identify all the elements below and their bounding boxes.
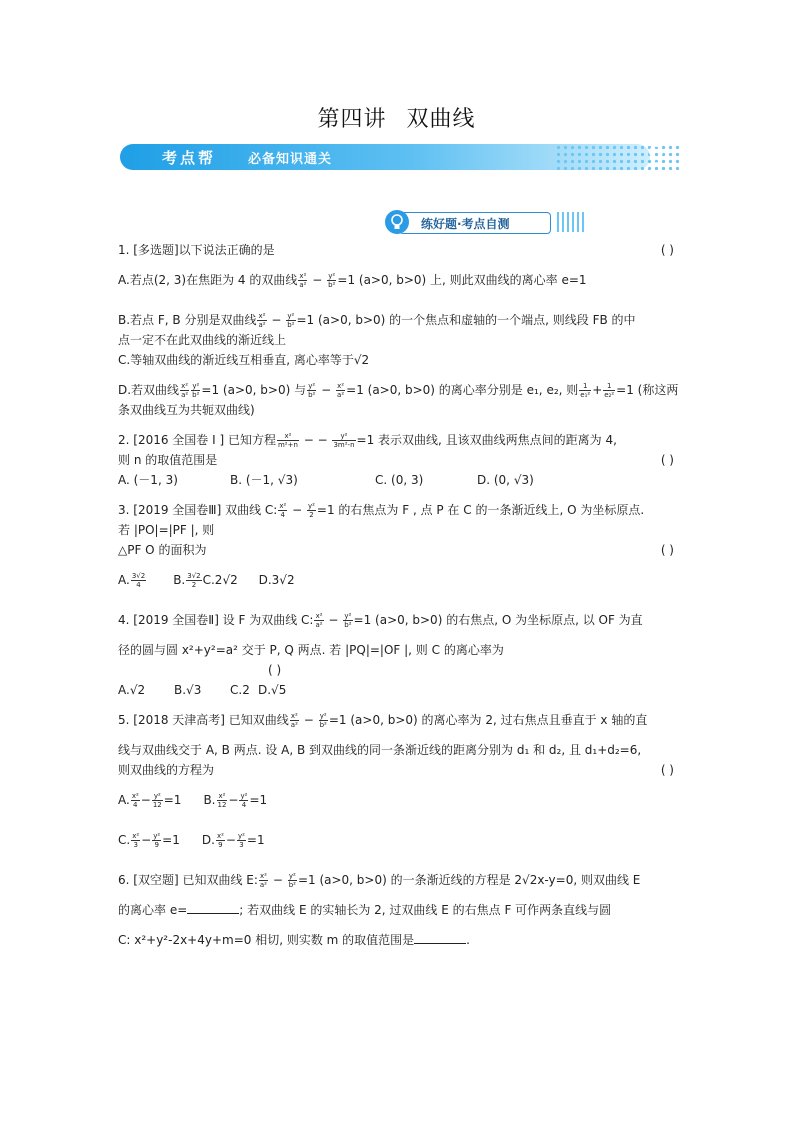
frac-den: 2 <box>191 581 197 589</box>
frac-den: 9 <box>154 841 159 849</box>
q4-option-a: A.√2 <box>118 683 146 697</box>
frac-num: y² <box>237 832 245 840</box>
q3-option-c: C.2√2 <box>202 573 238 587</box>
q2-stem-cont <box>118 450 674 470</box>
frac-num: 1 <box>579 382 591 391</box>
frac-3r2-4 <box>131 572 146 589</box>
frac-num: x² <box>290 712 298 720</box>
q2-option-d: D. (0, √3) <box>477 473 534 487</box>
q4-text1: 4. [2019 全国卷Ⅱ] 设 F 为双曲线 C: <box>118 613 314 627</box>
q3-stem <box>118 500 674 520</box>
frac-num: x² <box>259 872 267 880</box>
frac-num: y² <box>307 502 315 510</box>
frac-den: 4 <box>241 801 247 809</box>
sub-header-text: 练好题·考点自测 <box>421 217 510 231</box>
frac-num: x² <box>337 382 345 390</box>
q3-option-b: B. <box>173 573 186 587</box>
frac-y2-b2 <box>319 712 328 729</box>
q6-text5: C: x²+y²-2x+4y+m=0 相切, 则实数 m 的取值范围是 <box>118 933 415 947</box>
q3-option-d: D.3√2 <box>258 573 295 587</box>
q1-option-d: D.若双曲线 $\frac{\text{x²}}{\text{a²}}$ $\frac{\text{y²}}{\text{b²}}$ =1 (a>0, b>0) 与 $\frac{\text{y²}}{\text{b²}}$ − $\frac{\text{x²}}{\text{a²}}$ =1 (a>0, b>0) 的离心率分别是 e₁, e₂, 则 $\frac{1}{\text{e₁²}}$ + $\frac{1}{\text{e₂²}}$ =1 (称这两 <box>118 382 679 399</box>
frac-den: e₂² <box>604 391 615 399</box>
frac-den: 3 <box>239 841 244 849</box>
frac-num: x² <box>132 832 140 840</box>
minus-sign: − <box>288 503 306 517</box>
frac-den: a² <box>299 281 307 289</box>
frac-num: y² <box>153 792 161 800</box>
frac-den: b² <box>328 281 336 289</box>
q4-options <box>118 680 674 700</box>
frac-den: 9 <box>218 841 223 849</box>
frac-x2-a2 <box>290 712 299 729</box>
minus-sign: − <box>267 313 286 327</box>
q6-stem-cont2 <box>118 930 674 950</box>
frac-den: b² <box>192 391 200 399</box>
lightbulb-icon <box>648 144 664 166</box>
q6-text6: . <box>466 933 470 947</box>
q1-option-d-cont: 条双曲线互为共轭双曲线) <box>118 403 255 417</box>
sub-header <box>385 210 585 234</box>
frac-num: y² <box>287 312 295 320</box>
q4-option-b: B.√3 <box>174 683 202 697</box>
frac-y2-4 <box>239 792 248 809</box>
frac-num: y² <box>328 272 336 280</box>
banner-label-1: 考点帮 <box>162 149 217 167</box>
q3-text2: =1 的右焦点为 F , 点 P 在 C 的一条渐近线上, O 为坐标原点. <box>316 503 645 517</box>
frac-den: b² <box>287 321 295 329</box>
q6-text1: 6. [双空题] 已知双曲线 E: <box>118 873 258 887</box>
frac-num: x² <box>258 312 266 320</box>
q2-answer-paren: ( ) <box>660 453 674 467</box>
q3-stem-cont: 若 |PO|=|PF |, 则 <box>118 523 215 537</box>
q1-d-text2: =1 (a>0, b>0) 与 <box>201 383 307 397</box>
frac-y2-3 <box>237 832 246 849</box>
frac-num: y² <box>308 382 316 390</box>
frac-y2-9 <box>152 832 161 849</box>
q2-option-c: C. (0, 3) <box>375 473 424 487</box>
q5-text1: 5. [2018 天津高考] 已知双曲线 <box>118 713 289 727</box>
frac-y2-b2 <box>191 382 200 399</box>
frac-1-e2 <box>603 382 615 399</box>
frac-x2-a2 <box>298 272 307 289</box>
frac-x2-12 <box>217 792 228 809</box>
title-part2: 双曲线 <box>406 107 476 132</box>
minus-sign: − <box>269 873 287 887</box>
frac-num: y² <box>153 832 161 840</box>
q5-option-d: D. <box>201 833 215 847</box>
frac-x2-a2 <box>336 382 345 399</box>
frac-den: b² <box>308 391 316 399</box>
frac-den: 4 <box>280 511 286 519</box>
q5-stem <box>118 710 674 730</box>
frac-den: a² <box>259 881 267 889</box>
frac-den: 2 <box>309 511 314 519</box>
q2-option-b: B. (－1, √3) <box>230 473 298 487</box>
frac-x2-4 <box>131 792 140 809</box>
frac-x2-a2 <box>257 312 266 329</box>
q6-stem-cont <box>118 900 674 920</box>
q5-options-row2: C. $\frac{\text{x²}}{3}$ − $\frac{\text{y²}}{9}$ =1 D. $\frac{\text{x²}}{9}$ − $\frac{\text{y²}}{3}$ =1 <box>118 832 265 849</box>
minus-sign: − <box>317 433 332 447</box>
q5-answer-paren: ( ) <box>660 763 674 777</box>
q4-stem <box>118 610 674 630</box>
frac-num: x² <box>277 432 299 441</box>
minus-sign: − <box>308 273 327 287</box>
sub-header-stripes <box>557 212 585 232</box>
q6-text3: 的离心率 e= <box>118 903 188 917</box>
q2-text1: 2. [2016 全国卷 I ] 已知方程 <box>118 433 276 447</box>
minus-sign: − <box>141 833 152 847</box>
frac-x2-a2 <box>180 382 189 399</box>
q4-stem-cont: 径的圆与圆 x²+y²=a² 交于 P, Q 两点. 若 |PQ|=|OF |, 则 C 的离心率为 <box>118 643 504 657</box>
frac-den: a² <box>337 391 345 399</box>
frac-y2-12 <box>152 792 163 809</box>
q1-option-b <box>118 310 674 330</box>
q5-text4: 则双曲线的方程为 <box>118 763 215 777</box>
q6-text2: =1 (a>0, b>0) 的一条渐近线的方程是 2√2x-y=0, 则双曲线 E <box>297 873 641 887</box>
frac-num: y² <box>192 382 200 390</box>
q2-text2: =1 表示双曲线, 且该双曲线两焦点间的距离为 4, <box>356 433 617 447</box>
minus-sign: − <box>228 793 239 807</box>
frac-y2-b2 <box>343 612 352 629</box>
frac-den: b² <box>288 881 296 889</box>
q1-b-text2: =1 (a>0, b>0) 的一个焦点和虚轴的一个端点, 则线段 FB 的中 <box>296 313 636 327</box>
frac-num: y² <box>319 712 327 720</box>
title-part1: 第四讲 <box>317 107 387 132</box>
minus-sign: − <box>140 793 151 807</box>
frac-num: x² <box>279 502 287 510</box>
minus-sign: − <box>299 433 318 447</box>
q2-stem <box>118 430 674 450</box>
q5-option-b: B. <box>203 793 216 807</box>
question-list <box>118 240 679 950</box>
q1-option-b-cont: 点一定不在此双曲线的渐近线上 <box>118 333 287 347</box>
page-title <box>0 102 793 133</box>
q6-blank-1[interactable] <box>187 901 239 914</box>
q1-d-text3: =1 (a>0, b>0) 的离心率分别是 e₁, e₂, 则 <box>346 383 579 397</box>
frac-1-e1 <box>579 382 591 399</box>
q5-option-c: C. <box>118 833 131 847</box>
frac-x2-a2 <box>259 872 268 889</box>
frac-x2-9 <box>216 832 225 849</box>
frac-den: 3 <box>133 841 138 849</box>
frac-y2-3m2n <box>332 432 355 449</box>
minus-sign: − <box>317 383 336 397</box>
frac-den: a² <box>258 321 266 329</box>
frac-den: 4 <box>133 801 138 809</box>
q1-d-text1: D.若双曲线 <box>118 383 180 397</box>
q1-d-text4: =1 (称这两 <box>616 383 679 397</box>
q4-option-d: D.√5 <box>258 683 287 697</box>
frac-x2-4 <box>278 502 287 519</box>
q5-option-a: A. <box>118 793 130 807</box>
q2-option-a: A. (－1, 3) <box>118 473 178 487</box>
q1-stem-text: 1. [多选题]以下说法正确的是 <box>118 243 275 257</box>
frac-x2-3 <box>131 832 140 849</box>
frac-x2-a2 <box>314 612 323 629</box>
frac-3r2-2 <box>186 572 201 589</box>
frac-num: x² <box>218 792 226 800</box>
frac-den: b² <box>344 621 352 629</box>
q3-text1: 3. [2019 全国卷Ⅲ] 双曲线 C: <box>118 503 278 517</box>
q1-option-a <box>118 270 674 290</box>
frac-num: x² <box>181 382 189 390</box>
frac-y2-2 <box>307 502 316 519</box>
frac-den: m²+n <box>277 441 298 449</box>
q3-answer-paren: ( ) <box>660 543 674 557</box>
q4-option-c: C.2 <box>230 683 250 697</box>
q1-answer-paren: ( ) <box>660 243 674 257</box>
q1-option-c: C.等轴双曲线的渐近线互相垂直, 离心率等于√2 <box>118 353 370 367</box>
frac-den: b² <box>319 721 327 729</box>
frac-den: 3m²-n <box>333 441 355 449</box>
q1-a-text2: =1 (a>0, b>0) 上, 则此双曲线的离心率 e=1 <box>337 273 587 287</box>
q4-answer-paren: ( ) <box>268 663 282 677</box>
banner-label-2: 必备知识通关 <box>248 152 333 167</box>
frac-y2-b2 <box>288 872 297 889</box>
frac-num: y² <box>240 792 248 800</box>
q3-options <box>118 570 674 590</box>
section-banner <box>120 144 680 170</box>
minus-sign: − <box>299 713 318 727</box>
q3-option-a: A. <box>118 573 130 587</box>
q5-options-row1: A. $\frac{\text{x²}}{4}$ − $\frac{\text{y²}}{12}$ =1 B. $\frac{\text{x²}}{12}$ − $\frac{\text{y²}}{4}$ =1 <box>118 792 268 809</box>
q2-options <box>118 470 674 490</box>
q1-b-text1: B.若点 F, B 分别是双曲线 <box>118 313 257 327</box>
frac-num: 3√2 <box>131 572 146 580</box>
frac-num: x² <box>216 832 224 840</box>
q3-stem-cont2 <box>118 540 674 560</box>
q6-text4: ; 若双曲线 E 的实轴长为 2, 过双曲线 E 的右焦点 F 可作两条直线与圆 <box>239 903 612 917</box>
q1-a-text1: A.若点(2, 3)在焦距为 4 的双曲线 <box>118 273 298 287</box>
frac-den: e₁² <box>580 391 591 399</box>
q5-text2: =1 (a>0, b>0) 的离心率为 2, 过右焦点且垂直于 x 轴的直 <box>328 713 648 727</box>
q5-stem-cont: 线与双曲线交于 A, B 两点. 设 A, B 到双曲线的同一条渐近线的距离分别为 d₁ 和 d₂, 且 d₁+d₂=6, <box>118 743 642 757</box>
q4-text2: =1 (a>0, b>0) 的右焦点, O 为坐标原点, 以 OF 为直 <box>353 613 643 627</box>
frac-num: x² <box>315 612 323 620</box>
minus-sign: − <box>225 833 236 847</box>
frac-num: y² <box>344 612 352 620</box>
frac-den: 4 <box>136 581 141 589</box>
frac-num: 3√2 <box>187 572 201 580</box>
q6-stem <box>118 870 674 890</box>
frac-x2-m2n <box>277 432 299 449</box>
frac-den: a² <box>181 391 189 399</box>
frac-y2-b2 <box>327 272 336 289</box>
frac-num: x² <box>131 792 139 800</box>
lightbulb-badge-icon <box>385 210 409 234</box>
frac-num: x² <box>299 272 307 280</box>
q6-blank-2[interactable] <box>414 931 466 944</box>
q5-stem-cont2 <box>118 760 674 780</box>
frac-y2-b2 <box>286 312 295 329</box>
frac-den: a² <box>290 721 298 729</box>
q2-text3: 则 n 的取值范围是 <box>118 453 218 467</box>
frac-num: y² <box>332 432 355 441</box>
frac-den: a² <box>315 621 323 629</box>
q1-stem <box>118 240 674 260</box>
frac-num: y² <box>288 872 296 880</box>
frac-num: 1 <box>603 382 615 391</box>
frac-den: 12 <box>217 801 227 809</box>
frac-den: 12 <box>152 801 162 809</box>
frac-y2-b2 <box>307 382 316 399</box>
q3-text4: △PF O 的面积为 <box>118 543 207 557</box>
minus-sign: − <box>324 613 343 627</box>
